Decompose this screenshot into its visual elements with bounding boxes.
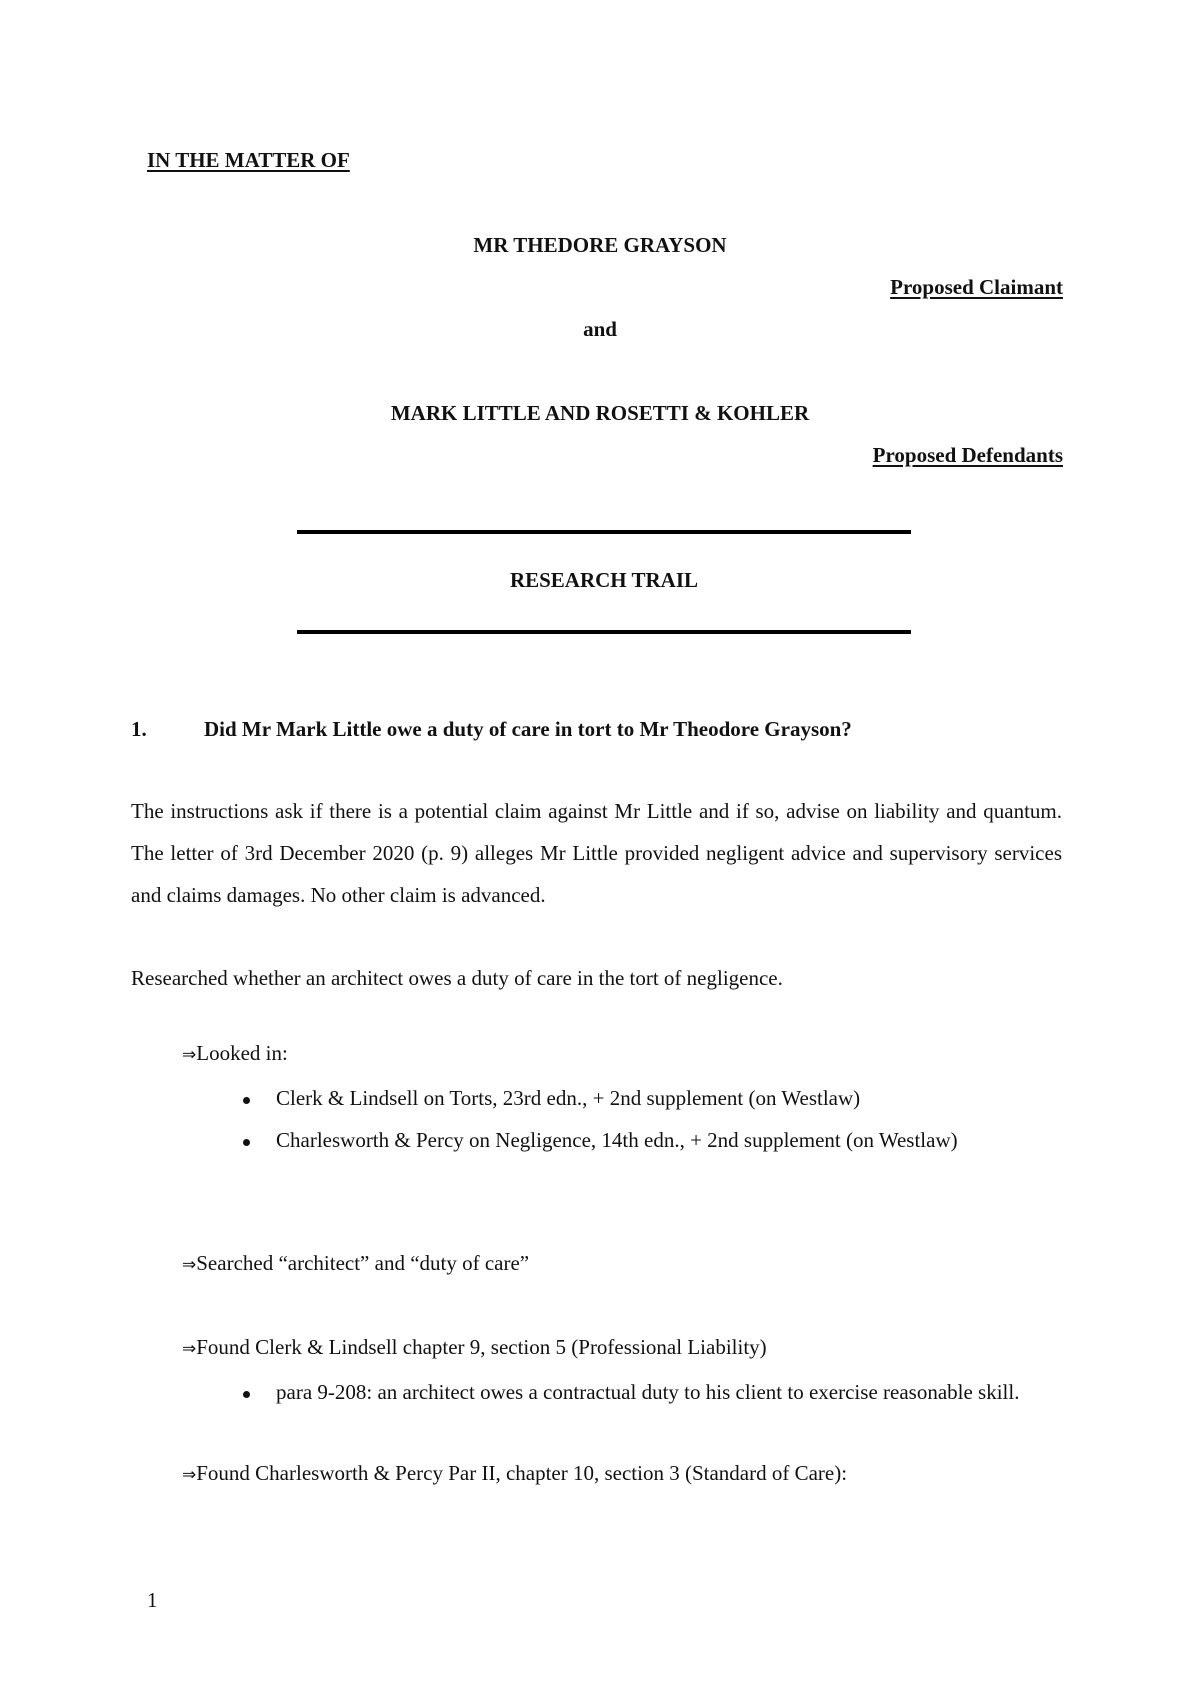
found-point: para 9-208: an architect owes a contractual duty to his client to exercise reasonable skill. (276, 1380, 1020, 1404)
defendants-role: Proposed Defendants (872, 443, 1063, 467)
page-number: 1 (147, 1588, 158, 1612)
arrow-icon: ⇒ (182, 1465, 197, 1485)
found-line (182, 1335, 767, 1360)
title-rule-bottom (297, 630, 911, 634)
found-text: Found Clerk & Lindsell chapter 9, section 5 (Professional Liability) (196, 1335, 767, 1359)
document-title: RESEARCH TRAIL (509, 568, 699, 592)
searched-line (182, 1251, 529, 1276)
looked-in-line (182, 1041, 288, 1066)
source-item: Clerk & Lindsell on Torts, 23rd edn., + 2nd supplement (on Westlaw) (276, 1086, 861, 1110)
searched-text: Searched “architect” and “duty of care” (196, 1251, 530, 1275)
bullet-icon (243, 1391, 250, 1398)
claimant-name: MR THEDORE GRAYSON (473, 233, 727, 257)
arrow-icon: ⇒ (182, 1255, 197, 1275)
found-line (182, 1461, 847, 1486)
arrow-icon: ⇒ (182, 1045, 197, 1065)
claimant-role: Proposed Claimant (890, 275, 1063, 299)
section-heading: Did Mr Mark Little owe a duty of care in tort to Mr Theodore Grayson? (204, 717, 852, 741)
conjunction: and (583, 317, 617, 341)
looked-in-label: Looked in: (196, 1041, 288, 1065)
bullet-icon (243, 1139, 250, 1146)
arrow-icon: ⇒ (182, 1339, 197, 1359)
source-item: Charlesworth & Percy on Negligence, 14th edn., + 2nd supplement (on Westlaw) (276, 1128, 958, 1152)
defendants-name: MARK LITTLE AND ROSETTI & KOHLER (390, 401, 810, 425)
found-text: Found Charlesworth & Percy Par II, chapter 10, section 3 (Standard of Care): (196, 1461, 848, 1485)
section-number: 1. (131, 717, 147, 741)
matter-heading: IN THE MATTER OF (147, 148, 350, 172)
paragraph-instructions: The instructions ask if there is a potential claim against Mr Little and if so, advise on liability and quantum. The letter of 3rd December 2020 (p. 9) alleges Mr Little provided negligent advice and supervisory services and claims damages. No other claim is advanced. (131, 799, 1062, 907)
title-rule-top (297, 530, 911, 534)
bullet-icon (243, 1097, 250, 1104)
paragraph-research: Researched whether an architect owes a duty of care in the tort of negligence. (131, 966, 783, 990)
